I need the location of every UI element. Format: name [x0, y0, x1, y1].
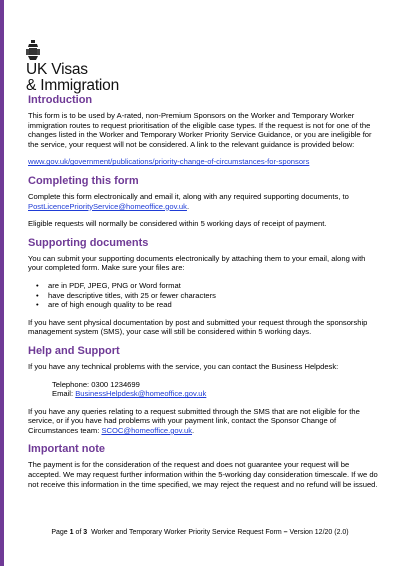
queries-text-part: If you have any queries relating to a request submitted through the SMS that are not eligible for the service, or if you have had problems with your payment link, contact the Sponsor Change of Circumstances team:: [28, 406, 360, 435]
post-licence-email-link[interactable]: PostLicencePriorityService@homeoffice.gov.uk: [28, 201, 187, 211]
footer-page-of: of: [73, 529, 84, 536]
important-note-text: The payment is for the consideration of the request and does not guarantee your request will be accepted. We may request further information within the 5-working day consideration timescale. If we do not receive this information in the time specified, we may reject the request and no refund will be issued.: [28, 460, 378, 489]
logo-line-uk-visas: UK Visas: [26, 61, 88, 78]
footer-version: Version 12/20 (2.0): [287, 529, 349, 536]
important-note-heading: Important note: [28, 443, 105, 456]
list-item-text: are of high enough quality to be read: [48, 300, 172, 310]
completing-form-text: [28, 192, 378, 211]
list-item: [36, 280, 378, 291]
file-requirements-list: [28, 281, 378, 310]
bullet-icon: •: [36, 290, 39, 300]
bullet-icon: •: [36, 280, 39, 290]
queries-text-end: .: [192, 425, 195, 435]
completing-text-end: .: [186, 201, 190, 211]
list-item-text: are in PDF, JPEG, PNG or Word format: [48, 280, 181, 290]
guidance-link[interactable]: www.gov.uk/government/publications/priority-change-of-circumstances-for-sponsors: [28, 157, 310, 167]
help-support-text: If you have any technical problems with the service, you can contact the Business Helpdesk:: [28, 361, 339, 371]
physical-documentation-note: If you have sent physical documentation by post and submitted your request through the sponsorship management system (SMS), your case will still be considered within 5 working days.: [28, 317, 368, 337]
logo-line-immigration: & Immigration: [26, 77, 120, 94]
footer-page-current: 1: [69, 529, 74, 536]
footer-dash: –: [283, 529, 288, 536]
supporting-documents-text: You can submit your supporting documents electronically by attaching them to your email, along with your completed form. Make sure your files are:: [28, 253, 366, 273]
document-body: [28, 94, 378, 489]
page-footer: [0, 528, 400, 537]
introduction-heading: Introduction: [28, 94, 93, 106]
help-support-heading: Help and Support: [28, 344, 120, 357]
completing-text-part: Complete this form electronically and email it, along with any required supporting documents, to: [28, 191, 349, 201]
business-helpdesk-email-link[interactable]: BusinessHelpdesk@homeoffice.gov.uk: [75, 389, 207, 399]
scoc-email-link[interactable]: SCOC@homeoffice.gov.uk: [101, 425, 193, 435]
footer-form-title: Worker and Temporary Worker Priority Service Request Form: [87, 529, 284, 536]
helpdesk-telephone: Telephone: 0300 1234699: [52, 379, 140, 389]
completing-form-heading: Completing this form: [28, 174, 139, 187]
footer-page-total: 3: [83, 529, 88, 536]
purple-margin-bar: [0, 0, 4, 566]
bullet-icon: •: [36, 300, 39, 310]
uk-visas-immigration-logo: [26, 40, 146, 94]
introduction-text: This form is to be used by A-rated, non-Premium Sponsors on the Worker and Temporary Worker immigration routes to request prioritisation of the eligible case types. If the request is not for one of the changes listed in the Worker and Temporary Worker Priority Service Guidance, or you are ineligible for the service, your request will not be considered. A link to the relevant guidance is provided below:: [28, 111, 372, 149]
eligible-requests-note: Eligible requests will normally be considered within 5 working days of receipt of payment.: [28, 219, 327, 229]
email-label: Email:: [52, 389, 76, 399]
helpdesk-email: [28, 389, 378, 399]
royal-crest-icon: [26, 40, 40, 62]
queries-text: [28, 407, 378, 436]
list-item: [36, 300, 378, 310]
list-item: [36, 290, 378, 301]
supporting-documents-heading: Supporting documents: [28, 236, 149, 249]
list-item-text: have descriptive titles, with 25 or fewer characters: [48, 290, 216, 300]
footer-page-label: Page: [51, 529, 70, 536]
